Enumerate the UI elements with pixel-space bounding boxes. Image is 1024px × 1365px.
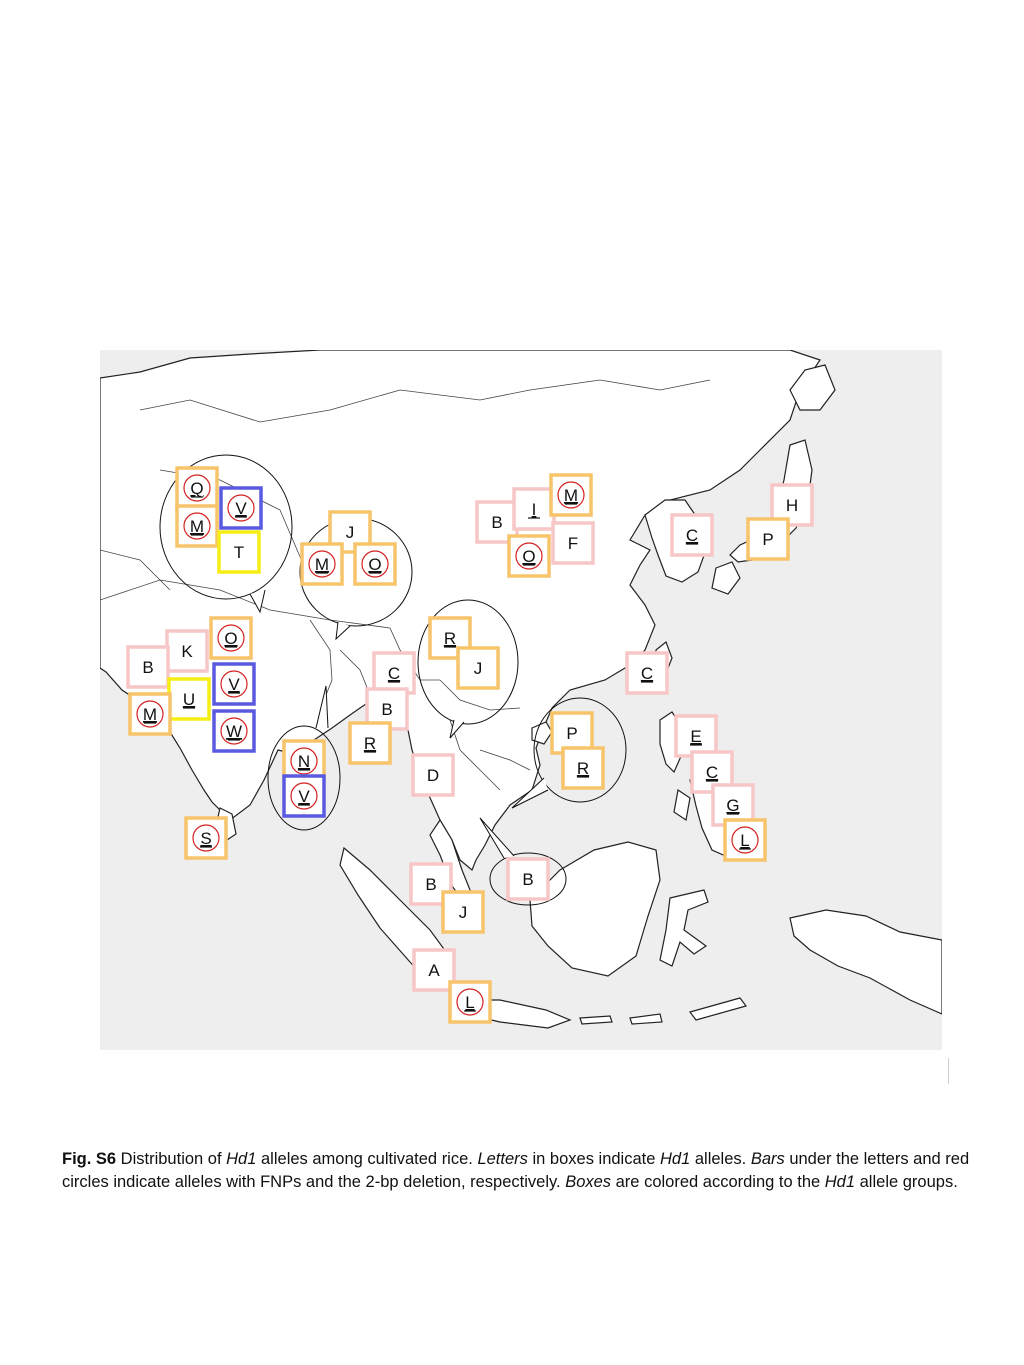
allele-box-j-laos — [458, 648, 498, 688]
allele-letter: M — [189, 517, 205, 536]
allele-box-p-japan — [748, 519, 788, 559]
allele-letter: O — [368, 555, 382, 574]
allele-letter: W — [225, 722, 243, 741]
caption-text-1: Distribution of — [116, 1150, 227, 1168]
allele-letter: B — [522, 870, 534, 889]
caption-text-2: alleles among cultivated rice. — [256, 1150, 478, 1168]
caption-text-7: allele groups. — [855, 1173, 958, 1191]
allele-letter: J — [473, 659, 483, 678]
allele-letter: N — [297, 752, 311, 771]
allele-letter: I — [531, 500, 537, 519]
allele-letter: V — [235, 499, 247, 518]
caption-text-3: in boxes indicate — [527, 1150, 660, 1168]
caption-text-6: are colored according to the — [611, 1173, 825, 1191]
allele-letter: B — [142, 658, 154, 677]
allele-letter: M — [314, 555, 330, 574]
caption-bars: Bars — [750, 1150, 785, 1168]
allele-box-l-phil — [725, 820, 765, 860]
allele-letter: H — [785, 496, 799, 515]
allele-box-o-china — [509, 536, 549, 576]
allele-letter: B — [381, 700, 393, 719]
allele-box-m-tibet — [177, 506, 217, 546]
allele-box-o-india — [211, 618, 251, 658]
allele-letter: U — [182, 690, 196, 709]
caption-gene-3: Hd1 — [824, 1173, 856, 1191]
caption-gene-1: Hd1 — [226, 1150, 257, 1168]
allele-box-c-taiwan — [627, 653, 667, 693]
allele-box-m-india — [130, 694, 170, 734]
allele-box-w-india — [214, 711, 254, 751]
allele-box-o-bhutan — [355, 544, 395, 584]
allele-letter: G — [726, 796, 740, 815]
allele-box-u-india — [169, 679, 209, 719]
allele-box-m-china — [551, 475, 591, 515]
allele-letter: R — [576, 759, 590, 778]
allele-letter: C — [387, 664, 401, 683]
allele-letter: P — [566, 724, 578, 743]
allele-letter: Q — [190, 479, 204, 498]
allele-box-v-india — [214, 664, 254, 704]
allele-box-m-bhutan — [302, 544, 342, 584]
allele-letter: P — [762, 530, 774, 549]
allele-letter: F — [567, 534, 579, 553]
allele-box-c-myanmar — [374, 653, 414, 693]
allele-box-b-india — [128, 647, 168, 687]
allele-box-d-thailand — [413, 755, 453, 795]
allele-letter: E — [690, 727, 702, 746]
allele-letter: B — [491, 513, 503, 532]
allele-box-i-china — [514, 489, 554, 529]
allele-letter: M — [142, 705, 158, 724]
allele-letter: C — [640, 664, 654, 683]
allele-letter: K — [181, 642, 193, 661]
caption-text-4: alleles. — [690, 1150, 751, 1168]
allele-letter: B — [425, 875, 437, 894]
allele-box-v-bangladesh — [284, 776, 324, 816]
allele-letter: A — [428, 961, 440, 980]
allele-box-s-srilanka — [186, 818, 226, 858]
allele-box-r-vietnam — [563, 748, 603, 788]
caption-letters: Letters — [477, 1150, 528, 1168]
allele-letter: C — [705, 763, 719, 782]
caption-boxes: Boxes — [565, 1173, 612, 1191]
allele-box-b-cambodia — [508, 859, 548, 899]
allele-letter: M — [563, 486, 579, 505]
allele-letter: C — [685, 526, 699, 545]
allele-letter: J — [345, 523, 355, 542]
allele-box-k-india — [167, 631, 207, 671]
allele-box-v-tibet — [221, 488, 261, 528]
allele-letter: T — [233, 543, 245, 562]
allele-letter: V — [228, 675, 240, 694]
edge-tick — [948, 1058, 949, 1084]
allele-box-q-tibet — [177, 468, 217, 508]
figure-caption — [62, 1148, 982, 1194]
allele-letter: L — [465, 993, 475, 1012]
allele-letter: O — [522, 547, 536, 566]
allele-box-e-phil — [676, 716, 716, 756]
caption-gene-2: Hd1 — [660, 1150, 691, 1168]
asia-map — [100, 350, 942, 1050]
allele-box-f-china — [553, 523, 593, 563]
allele-box-l-indonesia — [450, 982, 490, 1022]
allele-letter: D — [426, 766, 440, 785]
allele-box-a-indonesia — [414, 950, 454, 990]
allele-letter: V — [298, 787, 310, 806]
caption-fig-label: Fig. S6 — [62, 1150, 117, 1168]
allele-letter: J — [458, 903, 468, 922]
allele-letter: L — [740, 831, 750, 850]
allele-box-t-tibet — [219, 532, 259, 572]
allele-box-j-malaysia — [443, 892, 483, 932]
allele-letter: R — [363, 734, 377, 753]
allele-letter: R — [443, 629, 457, 648]
allele-box-r-myanmar — [350, 723, 390, 763]
caption-text-5: under the letters and red circles indicate alleles with FNPs and the 2-bp deletion, respectively. — [62, 1150, 970, 1191]
allele-letter: O — [224, 629, 238, 648]
allele-box-c-korea — [672, 515, 712, 555]
allele-letter: S — [200, 829, 212, 848]
